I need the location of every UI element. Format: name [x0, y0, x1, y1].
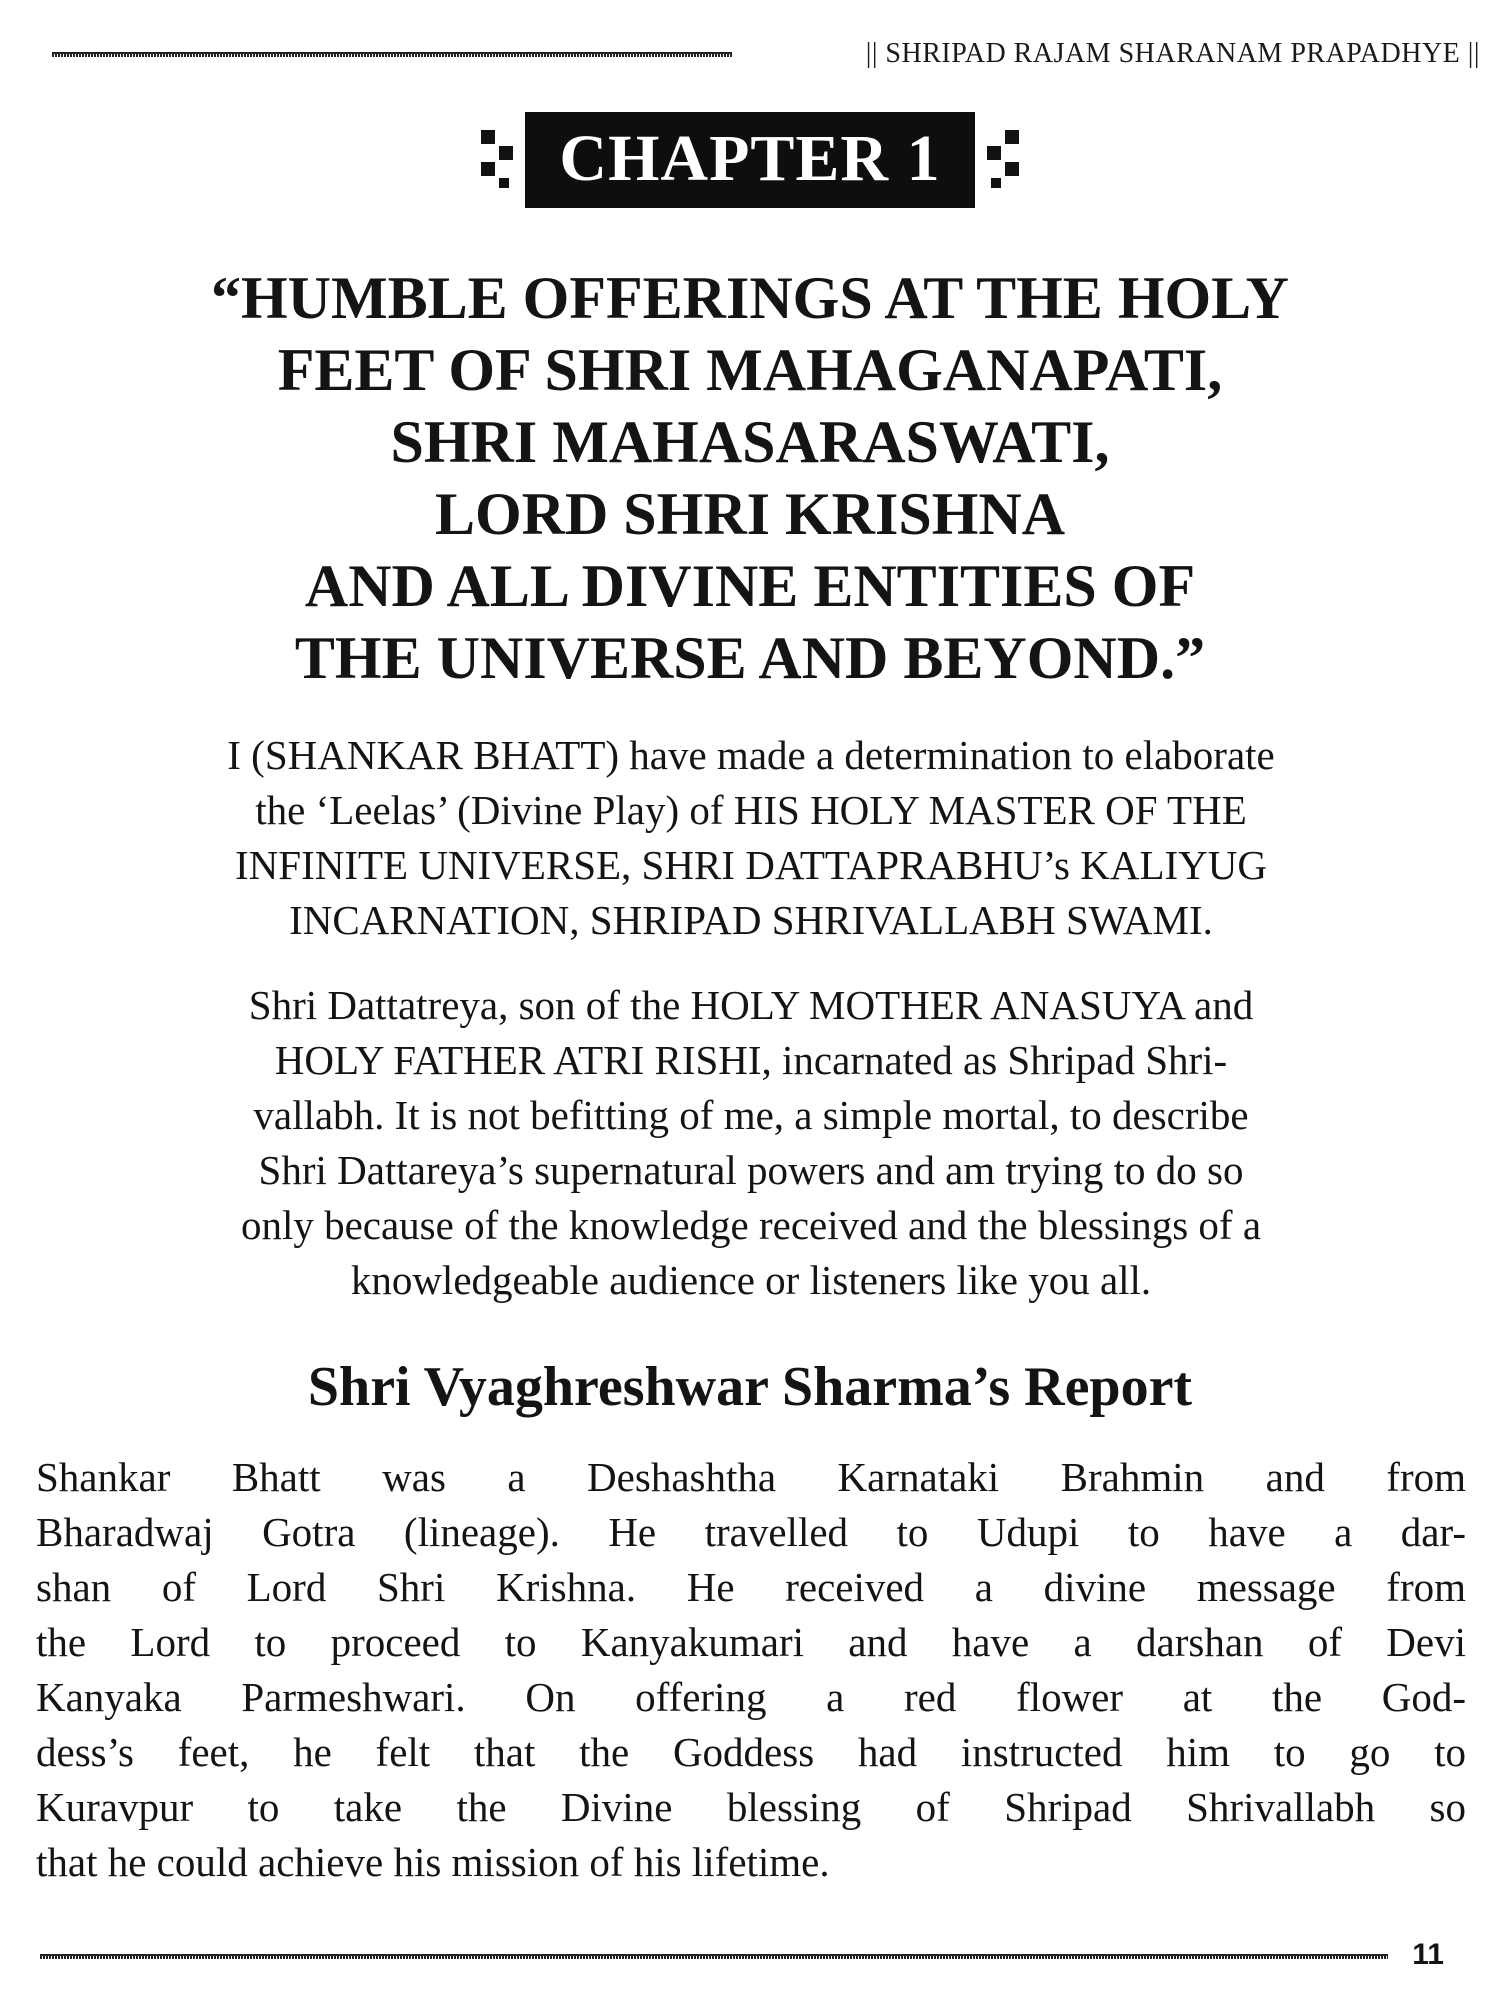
paragraph-line: Shri Dattatreya, son of the HOLY MOTHER ANASUYA and [248, 982, 1254, 1028]
paragraph-determination [36, 728, 1466, 948]
paragraph-line: only because of the knowledge received and the blessings of a [240, 1202, 1262, 1248]
invocation-line: THE UNIVERSE AND BEYOND.” [294, 625, 1206, 691]
chapter-heading [0, 112, 1500, 208]
paragraph-line: the Lord to proceed to Kanyakumari and have a darshan of Devi [36, 1619, 1466, 1665]
invocation-line: “HUMBLE OFFERINGS AT THE HOLY [210, 265, 1290, 331]
paragraph-line: INCARNATION, SHRIPAD SHRIVALLABH SWAMI. [289, 897, 1213, 943]
running-head: || SHRIPAD RAJAM SHARANAM PRAPADHYE || [865, 38, 1480, 69]
paragraph-line: shan of Lord Shri Krishna. He received a divine message from [36, 1564, 1466, 1610]
paragraph-line: Shri Dattareya’s supernatural powers and am trying to do so [258, 1147, 1244, 1193]
invocation [70, 262, 1430, 694]
paragraph-line: knowledgeable audience or listeners like you all. [350, 1257, 1152, 1303]
invocation-line: FEET OF SHRI MAHAGANAPATI, [277, 337, 1223, 403]
paragraph-report [36, 1450, 1466, 1890]
invocation-line: SHRI MAHASARASWATI, [390, 409, 1110, 475]
paragraph-line: the ‘Leelas’ (Divine Play) of HIS HOLY MASTER OF THE [255, 787, 1247, 833]
paragraph-line: INFINITE UNIVERSE, SHRI DATTAPRABHU’s KALIYUG [235, 842, 1267, 888]
paragraph-line: dess’s feet, he felt that the Goddess had instructed him to go to [36, 1729, 1466, 1775]
page-number: 11 [1412, 1938, 1444, 1971]
paragraph-line: Shankar Bhatt was a Deshashtha Karnataki Brahmin and from [36, 1454, 1466, 1500]
paragraph-line: that he could achieve his mission of his lifetime. [36, 1839, 830, 1885]
invocation-line: AND ALL DIVINE ENTITIES OF [304, 553, 1196, 619]
right-ornament-icon [979, 124, 1023, 196]
left-ornament-icon [477, 124, 521, 196]
paragraph-line: Kuravpur to take the Divine blessing of Shripad Shrivallabh so [36, 1784, 1466, 1830]
header-rule [52, 52, 732, 57]
section-title: Shri Vyaghreshwar Sharma’s Report [307, 1356, 1193, 1418]
paragraph-line: HOLY FATHER ATRI RISHI, incarnated as Shripad Shri- [274, 1037, 1228, 1083]
paragraph-line: I (SHANKAR BHATT) have made a determination to elaborate [227, 732, 1275, 778]
paragraph-line: Bharadwaj Gotra (lineage). He travelled to Udupi to have a dar- [36, 1509, 1466, 1555]
chapter-label: CHAPTER 1 [525, 112, 974, 208]
paragraph-line: vallabh. It is not befitting of me, a simple mortal, to describe [253, 1092, 1249, 1138]
footer-rule [40, 1954, 1388, 1959]
invocation-line: LORD SHRI KRISHNA [434, 481, 1066, 547]
paragraph-line: Kanyaka Parmeshwari. On offering a red flower at the God- [36, 1674, 1466, 1720]
paragraph-dattatreya [36, 978, 1466, 1308]
